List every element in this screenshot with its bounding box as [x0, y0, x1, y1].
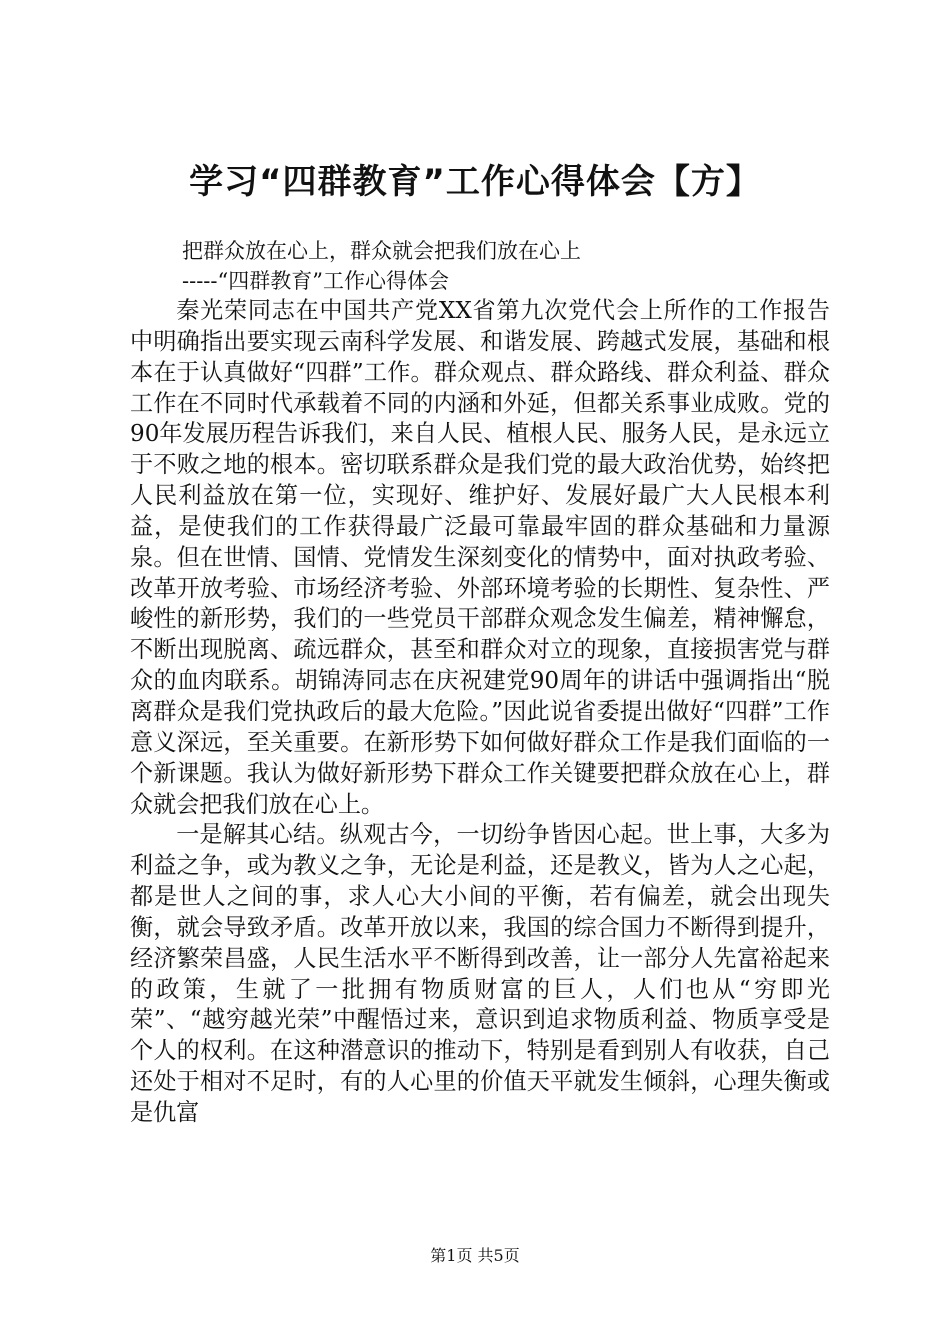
- body-paragraph-2: 一是解其心结。纵观古今，一切纷争皆因心起。世上事，大多为利益之争，或为教义之争，无论是利益，还是教义，皆为人之心起，都是世人之间的事，求人心大小间的平衡，若有偏差，就会出现失衡，就会导致矛盾。改革开放以来，我国的综合国力不断得到提升，经济繁荣昌盛，人民生活水平不断得到改善，让一部分人先富裕起来的政策，生就了一批拥有物质财富的巨人，人们也从“穷即光荣”、“越穷越光荣”中醒悟过来，意识到追求物质利益、物质享受是个人的权利。在这种潜意识的推动下，特别是看到别人有收获，自己还处于相对不足时，有的人心里的价值天平就发生倾斜，心理失衡或是仇富: [130, 822, 830, 1126]
- subtitle-line-1: 把群众放在心上，群众就会把我们放在心上: [182, 239, 581, 263]
- document-body: [130, 296, 830, 1129]
- document-title: 学习“四群教育”工作心得体会【方】: [189, 162, 761, 202]
- subtitle-line-2: -----“四群教育”工作心得体会: [182, 269, 449, 293]
- body-paragraph-1: 秦光荣同志在中国共产党XX省第九次党代会上所作的工作报告中明确指出要实现云南科学发展、和谐发展、跨越式发展，基础和根本在于认真做好“四群”工作。群众观点、群众路线、群众利益、群众工作在不同时代承载着不同的内涵和外延，但都关系事业成败。党的90年发展历程告诉我们，来自人民、植根人民、服务人民，是永远立于不败之地的根本。密切联系群众是我们党的最大政治优势，始终把人民利益放在第一位，实现好、维护好、发展好最广大人民根本利益，是使我们的工作获得最广泛最可靠最牢固的群众基础和力量源泉。但在世情、国情、党情发生深刻变化的情势中，面对执政考验、改革开放考验、市场经济考验、外部环境考验的长期性、复杂性、严峻性的新形势，我们的一些党员干部群众观念发生偏差，精神懈怠，不断出现脱离、疏远群众，甚至和群众对立的现象，直接损害党与群众的血肉联系。胡锦涛同志在庆祝建党90周年的讲话中强调指出“脱离群众是我们党执政后的最大危险。”因此说省委提出做好“四群”工作意义深远，至关重要。在新形势下如何做好群众工作是我们面临的一个新课题。我认为做好新形势下群众工作关键要把群众放在心上，群众就会把我们放在心上。: [130, 298, 830, 818]
- page-footer: 第1页 共5页: [430, 1246, 520, 1265]
